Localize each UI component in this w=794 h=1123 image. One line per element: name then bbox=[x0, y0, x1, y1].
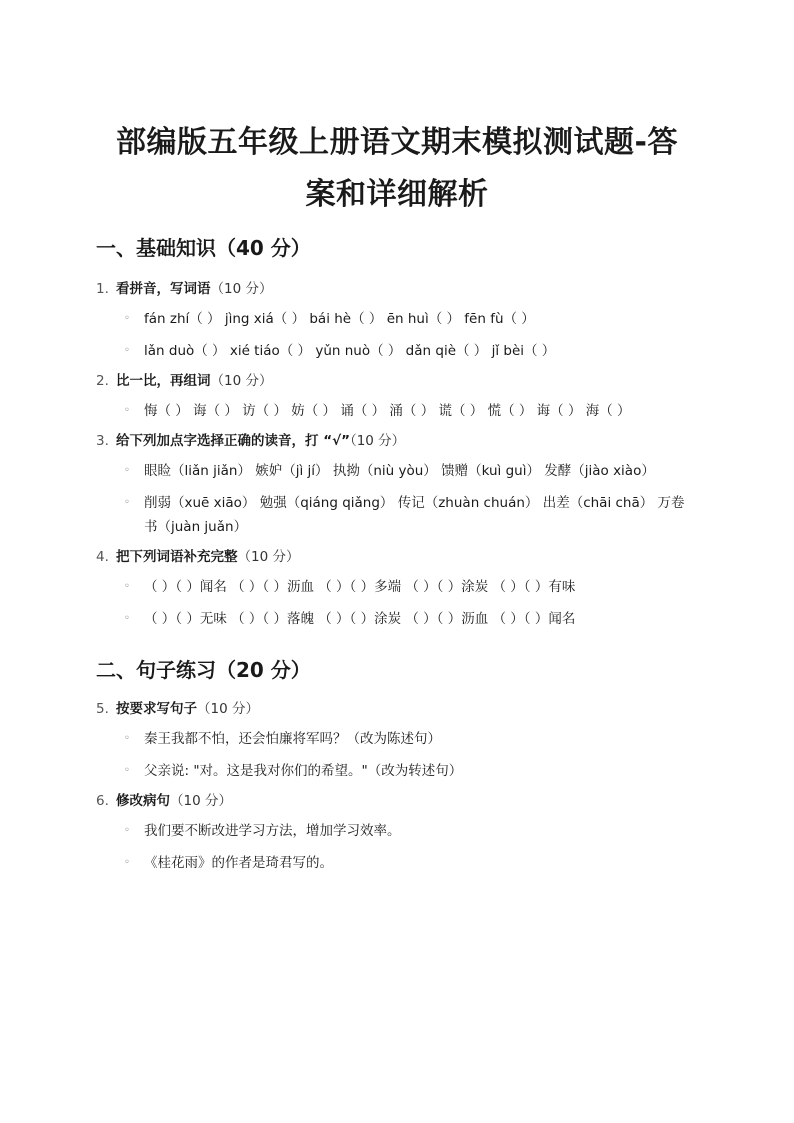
list-item bbox=[96, 307, 698, 331]
question-score: （10 分） bbox=[197, 701, 259, 717]
question-3 bbox=[96, 431, 698, 451]
bullet-icon: ◦ bbox=[124, 857, 130, 868]
list-item bbox=[96, 491, 698, 539]
title-line-1: 部编版五年级上册语文期末模拟测试题-答 bbox=[116, 125, 678, 160]
question-6-items bbox=[96, 819, 698, 875]
list-item bbox=[96, 819, 698, 843]
bullet-icon: ◦ bbox=[124, 313, 130, 324]
question-number: 1. bbox=[96, 281, 109, 297]
bullet-icon: ◦ bbox=[124, 765, 130, 776]
question-4-items bbox=[96, 575, 698, 631]
bullet-icon: ◦ bbox=[124, 497, 130, 508]
question-number: 3. bbox=[96, 433, 109, 449]
question-stem: 看拼音，写词语 bbox=[116, 281, 211, 297]
bullet-icon: ◦ bbox=[124, 613, 130, 624]
item-text: （ ）（ ）无味 （ ）（ ）落魄 （ ）（ ）涂炭 （ ）（ ）沥血 （ ）（ ）闻名 bbox=[144, 611, 576, 627]
item-text: 削弱（xuē xiāo） 勉强（qiáng qiǎng） 传记（zhuàn chuán） 出差（chāi chā） 万卷书（juàn juǎn） bbox=[144, 495, 685, 535]
question-5 bbox=[96, 699, 698, 719]
list-item bbox=[96, 607, 698, 631]
bullet-icon: ◦ bbox=[124, 733, 130, 744]
item-text: 秦王我都不怕，还会怕廉将军吗？（改为陈述句） bbox=[144, 731, 441, 747]
title-line-2: 案和详细解析 bbox=[305, 177, 489, 212]
question-number: 6. bbox=[96, 793, 109, 809]
question-stem: 修改病句 bbox=[116, 793, 170, 809]
question-4 bbox=[96, 547, 698, 567]
item-text: （ ）（ ）闻名 （ ）（ ）沥血 （ ）（ ）多端 （ ）（ ）涂炭 （ ）（ ）有味 bbox=[144, 579, 576, 595]
question-number: 5. bbox=[96, 701, 109, 717]
question-1 bbox=[96, 279, 698, 299]
item-text: 《桂花雨》的作者是琦君写的。 bbox=[144, 855, 333, 871]
question-score: （10 分） bbox=[170, 793, 232, 809]
bullet-icon: ◦ bbox=[124, 581, 130, 592]
question-5-items bbox=[96, 727, 698, 783]
item-text: 父亲说: "对。这是我对你们的希望。"（改为转述句） bbox=[144, 763, 463, 779]
bullet-icon: ◦ bbox=[124, 345, 130, 356]
list-item bbox=[96, 339, 698, 363]
question-number: 4. bbox=[96, 549, 109, 565]
question-score: （10 分） bbox=[210, 281, 273, 297]
item-text: lǎn duò（ ） xié tiáo（ ） yǔn nuò（ ） dǎn qiè（ ） jǐ bèi（ ） bbox=[144, 343, 556, 359]
question-stem: 按要求写句子 bbox=[116, 701, 197, 717]
question-number: 2. bbox=[96, 373, 109, 389]
question-6 bbox=[96, 791, 698, 811]
list-item bbox=[96, 727, 698, 751]
item-text: 悔（ ） 诲（ ） 访（ ） 妨（ ） 诵（ ） 涌（ ） 谎（ ） 慌（ ） 诲（ ） 海（ ） bbox=[144, 403, 631, 419]
question-2 bbox=[96, 371, 698, 391]
item-text: fán zhí（ ） jìng xiá（ ） bái hè（ ） ēn huì（ ） fēn fù（ ） bbox=[144, 311, 535, 327]
question-stem: 比一比，再组词 bbox=[116, 373, 211, 389]
list-item bbox=[96, 399, 698, 423]
question-score: （10 分） bbox=[237, 549, 300, 565]
list-item bbox=[96, 459, 698, 483]
item-text: 眼睑（liǎn jiǎn） 嫉妒（jì jí） 执拗（niù yòu） 馈赠（kuì guì） 发酵（jiào xiào） bbox=[144, 463, 655, 479]
question-stem: 给下列加点字选择正确的读音，打 “√” bbox=[116, 433, 350, 449]
bullet-icon: ◦ bbox=[124, 405, 130, 416]
question-stem: 把下列词语补充完整 bbox=[116, 549, 238, 565]
section-heading-basics: 一、基础知识（40 分） bbox=[96, 236, 311, 260]
list-item bbox=[96, 759, 698, 783]
question-3-items bbox=[96, 459, 698, 539]
document-title bbox=[96, 0, 698, 221]
list-item bbox=[96, 851, 698, 875]
question-1-items bbox=[96, 307, 698, 363]
bullet-icon: ◦ bbox=[124, 465, 130, 476]
question-score: （10 分） bbox=[349, 433, 406, 449]
item-text: 我们要不断改进学习方法，增加学习效率。 bbox=[144, 823, 401, 839]
section-heading-sentences: 二、句子练习（20 分） bbox=[96, 658, 311, 682]
list-item bbox=[96, 575, 698, 599]
question-score: （10 分） bbox=[210, 373, 273, 389]
question-2-items bbox=[96, 399, 698, 423]
bullet-icon: ◦ bbox=[124, 825, 130, 836]
